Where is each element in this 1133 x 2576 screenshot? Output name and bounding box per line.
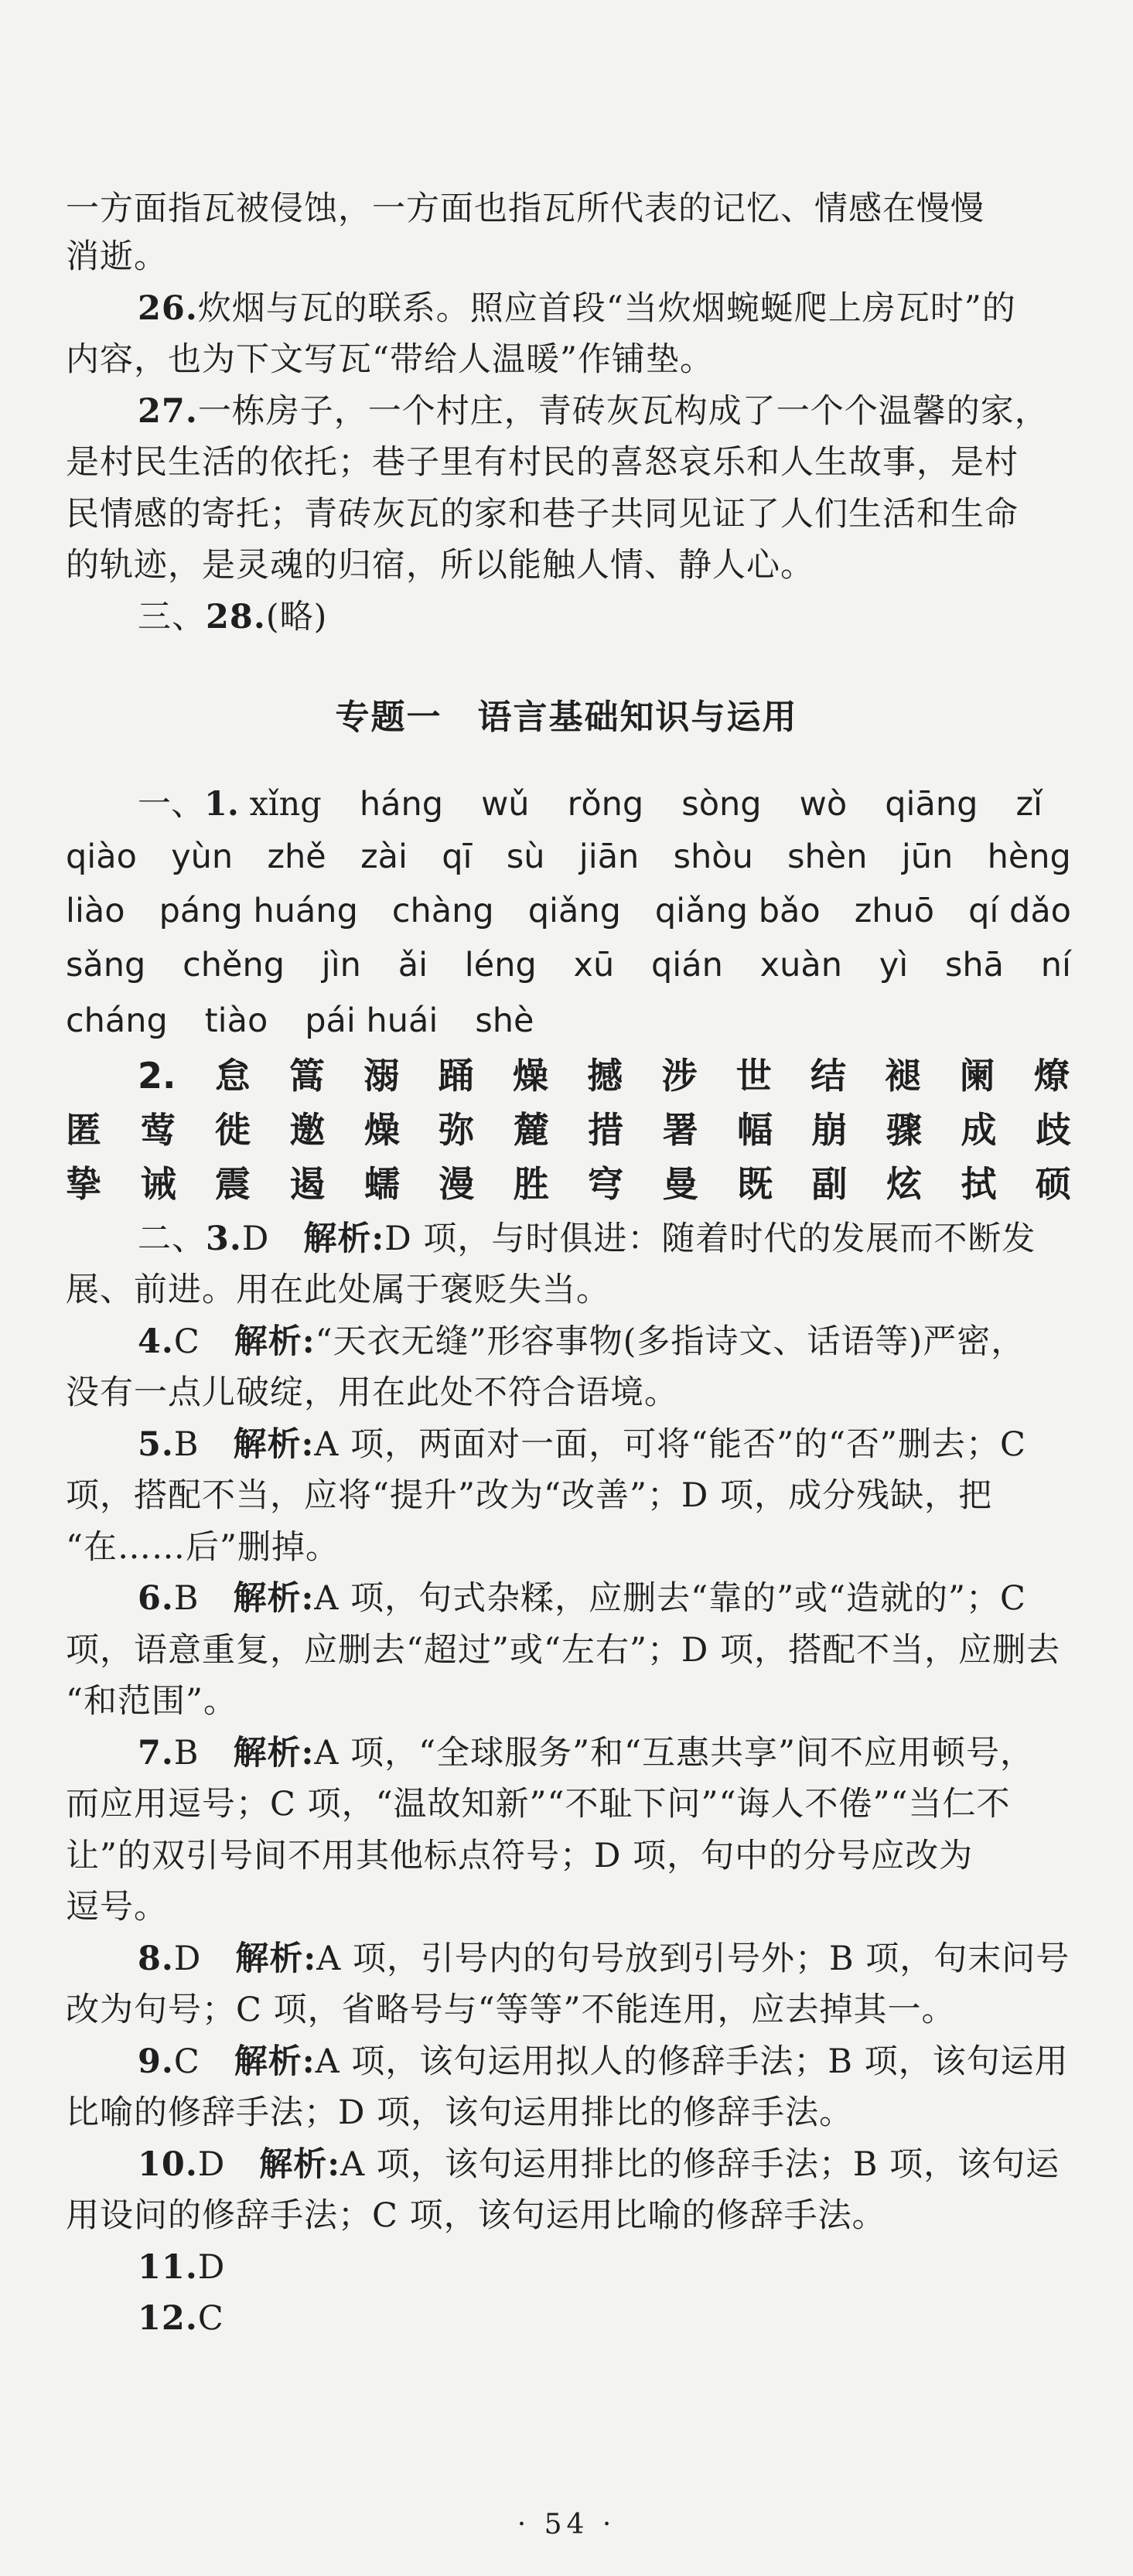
pinyin: shè [475,1001,534,1040]
q4-answer: C [173,1322,200,1361]
pinyin: zài [360,838,408,876]
q5-line-2: 项，搭配不当，应将“提升”改为“改善”；D 项，成分残缺，把 [66,1476,993,1515]
hanzi: 踊 [438,1055,474,1097]
pinyin: qiào [66,838,137,876]
q5-text-1: A 项，两面对一面，可将“能否”的“否”删去；C [314,1425,1026,1464]
q8-line-2: 改为句号；C 项，省略号与“等等”不能连用，应去掉其一。 [66,1991,956,2029]
pinyin: cháng [66,1001,168,1040]
pinyin: qí dǎo [968,892,1071,930]
q27-line-2: 是村民生活的依托；巷子里有村民的喜怒哀乐和人生故事，是村 [66,443,1019,482]
q9-answer: C [173,2042,200,2081]
hanzi: 措 [588,1109,624,1151]
hanzi: 震 [214,1163,251,1205]
q6-line-1 [138,1575,1133,1622]
q6-answer: B [173,1579,200,1618]
pinyin: qiǎng [527,892,621,930]
pinyin: qiāng [885,785,978,824]
hanzi: 副 [811,1163,848,1205]
q3-number: 3. [206,1220,242,1258]
hanzi: 崩 [811,1109,848,1151]
q3-prefix: 二、 [138,1220,206,1258]
q2-char-row-2 [66,1106,1071,1154]
q9-line-1 [138,2039,1133,2085]
q7-number: 7. [138,1734,174,1772]
q4-text-1: “天衣无缝”形容事物(多指诗文、话语等)严密， [315,1322,1026,1361]
q4-number: 4. [138,1322,174,1361]
q10-line-1 [138,2141,1133,2188]
q5-answer: B [173,1425,200,1464]
q28-prefix: 三、 [138,598,206,636]
q27-line-1 [138,388,1133,435]
q5-line-1 [138,1421,1133,1468]
pinyin: tiào [204,1001,268,1040]
q10-answer: D [197,2145,226,2184]
pinyin: zǐ [1015,785,1043,824]
pinyin: sǎng [66,946,146,984]
hanzi: 胜 [513,1163,549,1205]
pinyin: chàng [391,892,494,930]
pinyin: jūn [901,838,954,876]
q2-number: 2. [138,1055,176,1097]
pinyin: wǔ [481,785,530,824]
hanzi: 诫 [140,1163,176,1205]
q2-char-row-1 [138,1052,1070,1100]
q12-answer: C [197,2299,224,2338]
q4-line-2: 没有一点儿破绽，用在此处不符合语境。 [66,1373,678,1412]
q8-analysis-label: 解析: [235,1940,317,1978]
q3-line-1 [138,1216,1133,1262]
hanzi: 拭 [961,1163,997,1205]
hanzi: 挚 [66,1163,101,1205]
pinyin: sù [506,838,545,876]
q1-pinyin-row-3 [66,888,1071,934]
hanzi: 燎 [1033,1055,1070,1097]
hanzi: 遏 [289,1163,326,1205]
q8-answer: D [173,1940,202,1978]
q11-answer: D [197,2248,226,2287]
q5-number: 5. [138,1425,174,1464]
pinyin: qián [651,946,723,984]
q1-pinyin-row-4 [66,942,1071,988]
pinyin: rǒng [567,785,644,824]
q7-analysis-label: 解析: [233,1734,315,1772]
q1-prefix: 一、 [138,785,204,824]
q1-pinyin-row-5 [66,998,1071,1044]
q7-line-4: 逗号。 [66,1888,168,1926]
q7-line-1 [138,1730,1133,1776]
hanzi: 怠 [214,1055,251,1097]
pinyin: ǎi [398,946,428,984]
q6-text-1: A 项，句式杂糅，应删去“靠的”或“造就的”；C [314,1579,1026,1618]
pinyin: pái huái [305,1001,439,1040]
q27-line-4: 的轨迹，是灵魂的归宿，所以能触人情、静人心。 [66,546,814,585]
q7-line-2: 而应用逗号；C 项，“温故知新”“不耻下问”“诲人不倦”“当仁不 [66,1785,1011,1824]
hanzi: 燥 [512,1055,548,1097]
hanzi: 署 [662,1109,698,1151]
pinyin: yùn [171,838,234,876]
q3-answer: D [241,1220,270,1258]
hanzi: 阑 [959,1055,995,1097]
pinyin: jiān [578,838,640,876]
q28-text: (略) [265,598,328,636]
pinyin: jìn [321,946,361,984]
hanzi: 世 [735,1055,772,1097]
hanzi: 燥 [363,1109,400,1151]
q3-analysis-label: 解析: [303,1220,385,1258]
q8-number: 8. [138,1940,174,1978]
hanzi: 莺 [140,1109,176,1151]
hanzi: 弥 [439,1109,475,1151]
section-title: 专题一 语言基础知识与运用 [335,698,798,737]
pinyin: xǐng [249,785,322,824]
q5-line-3: “在……后”删掉。 [66,1528,340,1567]
pinyin: sòng [681,785,762,824]
q3-text-1: D 项，与时俱进：随着时代的发展而不断发 [384,1220,1036,1258]
hanzi: 蠕 [363,1163,400,1205]
pinyin: xū [573,946,615,984]
pinyin: háng [359,785,444,824]
pinyin: liào [66,892,125,930]
pinyin: wò [799,785,848,824]
pinyin: páng huáng [159,892,358,930]
pinyin: shòu [673,838,753,876]
q5-analysis-label: 解析: [233,1425,315,1464]
q8-text-1: A 项，引号内的句号放到引号外；B 项，句末问号 [316,1940,1070,1978]
hanzi: 骤 [886,1109,922,1151]
hanzi: 成 [961,1109,997,1151]
hanzi: 穹 [588,1163,624,1205]
pinyin: xuàn [759,946,842,984]
q6-number: 6. [138,1579,174,1618]
q26-line-1 [138,285,1133,332]
pinyin: zhě [267,838,326,876]
pinyin: chěng [183,946,285,984]
hanzi: 涉 [661,1055,698,1097]
hanzi: 篙 [289,1055,326,1097]
q10-analysis-label: 解析: [259,2145,341,2184]
hanzi: 麓 [513,1109,549,1151]
q4-analysis-label: 解析: [234,1322,316,1361]
hanzi: 硕 [1035,1163,1071,1205]
hanzi: 漫 [439,1163,475,1205]
q7-text-1: A 项，“全球服务”和“互惠共享”间不应用顿号， [314,1734,1035,1772]
q10-text-1: A 项，该句运用排比的修辞手法；B 项，该句运 [340,2145,1060,2184]
hanzi: 歧 [1035,1109,1071,1151]
q27-text-1: 一栋房子，一个村庄，青砖灰瓦构成了一个个温馨的家， [197,392,1049,431]
pinyin: qī [442,838,473,876]
q4-line-1 [138,1319,1133,1365]
q10-number: 10. [138,2145,198,2184]
q12-number: 12. [138,2299,198,2338]
hanzi: 徙 [214,1109,251,1151]
q2-char-row-3 [66,1160,1071,1208]
q28-number: 28. [206,598,266,636]
page-number-value: 54 [544,2509,589,2540]
hanzi: 撼 [587,1055,623,1097]
q6-analysis-label: 解析: [233,1579,315,1618]
hanzi: 结 [811,1055,847,1097]
q3-line-2: 展、前进。用在此处属于褒贬失当。 [66,1271,610,1309]
q7-answer: B [173,1734,200,1772]
pinyin: hèng [987,838,1071,876]
hanzi: 幅 [737,1109,773,1151]
hanzi: 邀 [289,1109,326,1151]
q9-line-2: 比喻的修辞手法；D 项，该句运用排比的修辞手法。 [66,2093,854,2132]
q6-line-2: 项，语意重复，应删去“超过”或“左右”；D 项，搭配不当，应删去 [66,1631,1061,1670]
pinyin: qiǎng bǎo [654,892,821,930]
q9-analysis-label: 解析: [234,2042,316,2081]
q1-pinyin-row-2 [66,834,1071,880]
q12-line [138,2295,1133,2342]
q1-pinyin-row-1 [138,781,1043,827]
pinyin: yì [879,946,909,984]
q26-number: 26. [138,289,198,328]
prev-answer-line-2: 消逝。 [66,237,168,276]
q11-line [138,2244,1133,2291]
q7-line-3: 让”的双引号间不用其他标点符号；D 项，句中的分号应改为 [66,1837,974,1875]
q26-text-1: 炊烟与瓦的联系。照应首段“当炊烟蜿蜒爬上房瓦时”的 [197,289,1016,328]
q9-text-1: A 项，该句运用拟人的修辞手法；B 项，该句运用 [315,2042,1069,2081]
q1-number: 1. [204,785,239,824]
q9-number: 9. [138,2042,174,2081]
hanzi: 匿 [66,1109,101,1151]
hanzi: 溺 [363,1055,400,1097]
q6-line-3: “和范围”。 [66,1682,237,1721]
q27-line-3: 民情感的寄托；青砖灰瓦的家和巷子共同见证了人们生活和生命 [66,495,1019,534]
hanzi: 炫 [886,1163,922,1205]
pinyin: ní [1040,946,1071,984]
pinyin: shèn [787,838,868,876]
q28-line [138,594,1133,640]
q8-line-1 [138,1936,1133,1982]
q1-label [138,781,322,827]
hanzi: 曼 [662,1163,698,1205]
pinyin: léng [464,946,537,984]
q10-line-2: 用设问的修辞手法；C 项，该句运用比喻的修辞手法。 [66,2196,886,2235]
hanzi: 褪 [885,1055,921,1097]
pinyin: shā [944,946,1004,984]
page-number: · 54 · [517,2509,616,2540]
prev-answer-line-1: 一方面指瓦被侵蚀，一方面也指瓦所代表的记忆、情感在慢慢 [66,189,985,228]
q11-number: 11. [138,2248,198,2287]
q26-line-2: 内容，也为下文写瓦“带给人温暖”作铺垫。 [66,340,714,379]
pinyin: zhuō [854,892,935,930]
q27-number: 27. [138,392,198,431]
hanzi: 既 [737,1163,773,1205]
